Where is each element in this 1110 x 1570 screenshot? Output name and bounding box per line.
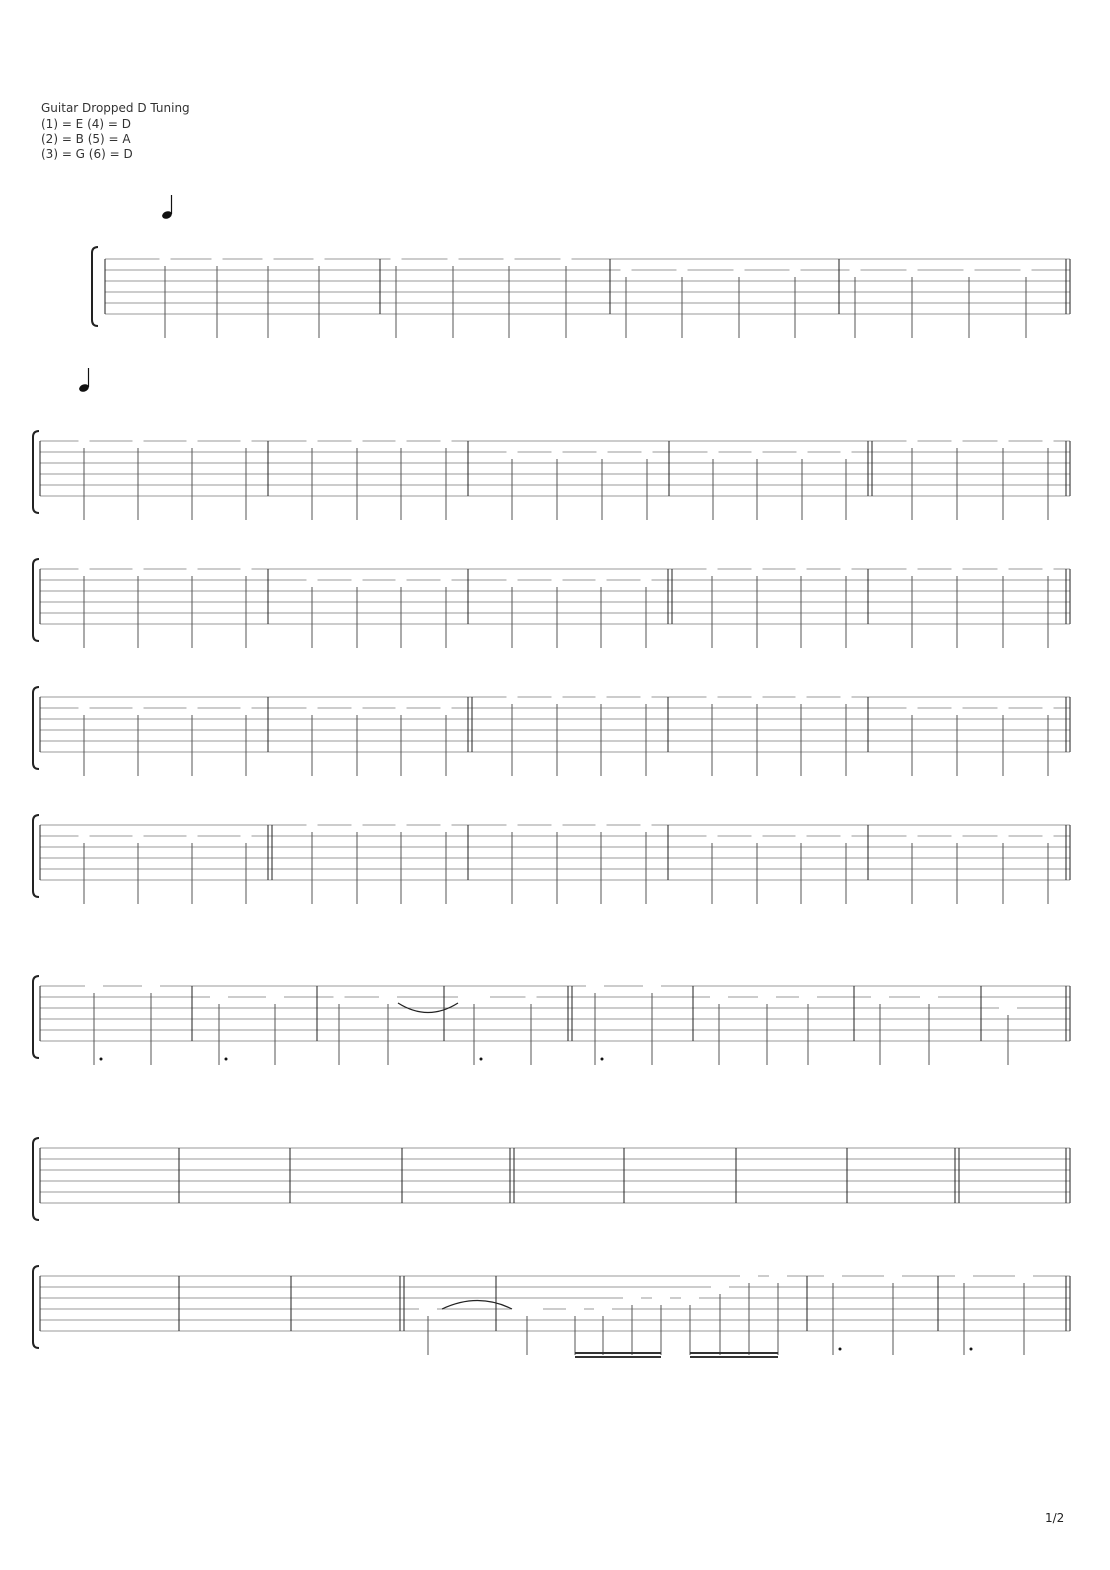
fret-backdrop bbox=[561, 252, 572, 265]
fret-backdrop bbox=[824, 1269, 842, 1282]
fret-backdrop bbox=[133, 829, 144, 842]
fret-backdrop bbox=[160, 252, 171, 265]
fret-backdrop bbox=[952, 829, 963, 842]
fret-backdrop bbox=[907, 829, 918, 842]
fret-backdrop bbox=[352, 818, 363, 831]
fret-backdrop bbox=[187, 701, 198, 714]
fret-backdrop bbox=[710, 990, 728, 1003]
fret-backdrop bbox=[596, 818, 607, 831]
fret-backdrop bbox=[1043, 562, 1054, 575]
system-bracket bbox=[33, 431, 39, 513]
fret-backdrop bbox=[955, 1269, 973, 1282]
fret-backdrop bbox=[79, 562, 90, 575]
fret-backdrop bbox=[379, 990, 397, 1003]
fret-backdrop bbox=[740, 1269, 758, 1282]
fret-backdrop bbox=[142, 979, 160, 992]
dotted-rhythm-dot bbox=[225, 1058, 228, 1061]
fret-backdrop bbox=[707, 829, 718, 842]
fret-backdrop bbox=[133, 701, 144, 714]
fret-backdrop bbox=[504, 252, 515, 265]
fret-backdrop bbox=[641, 818, 652, 831]
fret-backdrop bbox=[307, 701, 318, 714]
system-bracket bbox=[33, 1138, 39, 1220]
fret-backdrop bbox=[796, 690, 807, 703]
fret-backdrop bbox=[586, 979, 604, 992]
fret-backdrop bbox=[642, 445, 653, 458]
fret-backdrop bbox=[850, 263, 861, 276]
fret-backdrop bbox=[210, 990, 228, 1003]
fret-backdrop bbox=[752, 562, 763, 575]
fret-backdrop bbox=[507, 573, 518, 586]
fret-backdrop bbox=[419, 1302, 437, 1315]
fret-backdrop bbox=[263, 252, 274, 265]
fret-backdrop bbox=[241, 829, 252, 842]
fret-backdrop bbox=[241, 562, 252, 575]
fret-backdrop bbox=[641, 573, 652, 586]
fret-backdrop bbox=[752, 445, 763, 458]
fret-backdrop bbox=[796, 829, 807, 842]
fret-backdrop bbox=[797, 445, 808, 458]
fret-backdrop bbox=[752, 690, 763, 703]
fret-backdrop bbox=[734, 263, 745, 276]
tuning-title: Guitar Dropped D Tuning bbox=[41, 101, 190, 115]
system-bracket bbox=[33, 687, 39, 769]
fret-backdrop bbox=[552, 690, 563, 703]
fret-backdrop bbox=[187, 829, 198, 842]
fret-backdrop bbox=[526, 990, 537, 1003]
fret-backdrop bbox=[352, 434, 363, 447]
fret-backdrop bbox=[307, 818, 318, 831]
fret-backdrop bbox=[597, 445, 608, 458]
fret-backdrop bbox=[79, 434, 90, 447]
fret-backdrop bbox=[441, 818, 452, 831]
dotted-rhythm-dot bbox=[839, 1348, 842, 1351]
fret-backdrop bbox=[752, 829, 763, 842]
page-number: 1/2 bbox=[1045, 1511, 1065, 1525]
fret-backdrop bbox=[841, 562, 852, 575]
dotted-rhythm-dot bbox=[970, 1348, 973, 1351]
fret-backdrop bbox=[758, 990, 776, 1003]
fret-backdrop bbox=[594, 1302, 612, 1315]
system-bracket bbox=[33, 559, 39, 641]
fret-backdrop bbox=[396, 434, 407, 447]
fret-backdrop bbox=[998, 562, 1009, 575]
fret-backdrop bbox=[334, 990, 345, 1003]
fret-backdrop bbox=[596, 690, 607, 703]
fret-backdrop bbox=[621, 263, 632, 276]
fret-backdrop bbox=[841, 690, 852, 703]
fret-backdrop bbox=[920, 990, 938, 1003]
tuning-line-3: (3) = G (6) = D bbox=[41, 147, 133, 161]
fret-backdrop bbox=[307, 434, 318, 447]
fret-backdrop bbox=[841, 829, 852, 842]
fret-backdrop bbox=[907, 263, 918, 276]
fret-backdrop bbox=[85, 979, 103, 992]
fret-backdrop bbox=[708, 445, 719, 458]
fret-backdrop bbox=[907, 701, 918, 714]
fret-backdrop bbox=[652, 1291, 670, 1304]
fret-backdrop bbox=[566, 1302, 584, 1315]
fret-backdrop bbox=[641, 690, 652, 703]
fret-backdrop bbox=[952, 701, 963, 714]
tie-arc bbox=[442, 1301, 512, 1310]
fret-backdrop bbox=[187, 434, 198, 447]
fret-backdrop bbox=[1021, 263, 1032, 276]
fret-backdrop bbox=[871, 990, 889, 1003]
fret-backdrop bbox=[507, 445, 518, 458]
fret-backdrop bbox=[396, 818, 407, 831]
fret-backdrop bbox=[769, 1269, 787, 1282]
system-bracket bbox=[33, 1266, 39, 1348]
fret-backdrop bbox=[884, 1269, 902, 1282]
fret-backdrop bbox=[396, 701, 407, 714]
fret-backdrop bbox=[448, 252, 459, 265]
fret-backdrop bbox=[1043, 434, 1054, 447]
fret-backdrop bbox=[1043, 829, 1054, 842]
fret-backdrop bbox=[707, 690, 718, 703]
fret-backdrop bbox=[681, 1291, 699, 1304]
dotted-rhythm-dot bbox=[480, 1058, 483, 1061]
fret-backdrop bbox=[391, 252, 402, 265]
fret-backdrop bbox=[507, 818, 518, 831]
fret-backdrop bbox=[677, 263, 688, 276]
fret-backdrop bbox=[133, 562, 144, 575]
fret-backdrop bbox=[998, 701, 1009, 714]
tuning-line-2: (2) = B (5) = A bbox=[41, 132, 131, 146]
fret-backdrop bbox=[314, 252, 325, 265]
fret-backdrop bbox=[79, 701, 90, 714]
fret-backdrop bbox=[441, 573, 452, 586]
fret-backdrop bbox=[187, 562, 198, 575]
fret-backdrop bbox=[458, 990, 490, 1003]
fret-backdrop bbox=[552, 445, 563, 458]
fret-backdrop bbox=[952, 434, 963, 447]
fret-backdrop bbox=[596, 573, 607, 586]
fret-backdrop bbox=[707, 562, 718, 575]
fret-backdrop bbox=[1015, 1269, 1033, 1282]
fret-backdrop bbox=[1043, 701, 1054, 714]
fret-backdrop bbox=[241, 701, 252, 714]
fret-backdrop bbox=[623, 1291, 641, 1304]
fret-backdrop bbox=[952, 562, 963, 575]
fret-backdrop bbox=[133, 434, 144, 447]
fret-backdrop bbox=[907, 434, 918, 447]
fret-backdrop bbox=[711, 1280, 729, 1293]
fret-backdrop bbox=[507, 690, 518, 703]
fret-backdrop bbox=[241, 434, 252, 447]
fret-backdrop bbox=[79, 829, 90, 842]
system-bracket bbox=[33, 815, 39, 897]
fret-backdrop bbox=[511, 1302, 543, 1315]
fret-backdrop bbox=[352, 573, 363, 586]
fret-backdrop bbox=[907, 562, 918, 575]
fret-backdrop bbox=[552, 818, 563, 831]
fret-backdrop bbox=[552, 573, 563, 586]
fret-backdrop bbox=[998, 434, 1009, 447]
fret-backdrop bbox=[307, 573, 318, 586]
fret-backdrop bbox=[396, 573, 407, 586]
system-bracket bbox=[33, 976, 39, 1058]
fret-backdrop bbox=[352, 701, 363, 714]
fret-backdrop bbox=[999, 1001, 1017, 1014]
dotted-rhythm-dot bbox=[601, 1058, 604, 1061]
fret-backdrop bbox=[841, 445, 852, 458]
system-bracket bbox=[92, 247, 98, 326]
fret-backdrop bbox=[441, 701, 452, 714]
fret-backdrop bbox=[799, 990, 817, 1003]
fret-backdrop bbox=[643, 979, 661, 992]
fret-backdrop bbox=[796, 562, 807, 575]
tuning-line-1: (1) = E (4) = D bbox=[41, 117, 131, 131]
fret-backdrop bbox=[266, 990, 284, 1003]
dotted-rhythm-dot bbox=[100, 1058, 103, 1061]
fret-backdrop bbox=[964, 263, 975, 276]
fret-backdrop bbox=[212, 252, 223, 265]
fret-backdrop bbox=[441, 434, 452, 447]
fret-backdrop bbox=[998, 829, 1009, 842]
fret-backdrop bbox=[790, 263, 801, 276]
